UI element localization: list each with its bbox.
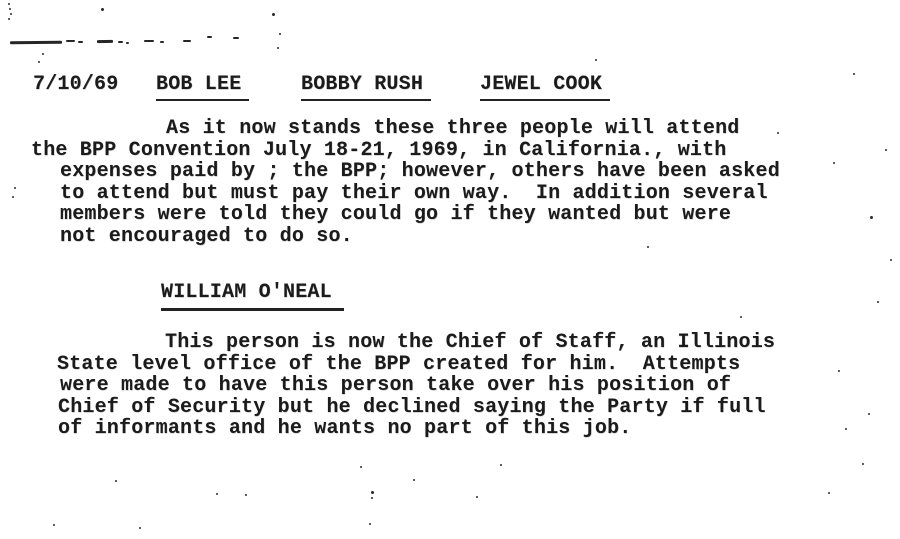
header-name-jewel-cook: JEWEL COOK <box>480 73 610 101</box>
paragraph2-line-2: State level office of the BPP created for him. Attempts <box>57 353 741 376</box>
paragraph2-line-5: of informants and he wants no part of this job. <box>58 417 632 440</box>
paragraph1-line-4: to attend but must pay their own way. In addition several <box>60 182 768 205</box>
paragraph1-line-1: As it now stands these three people will attend <box>166 117 740 140</box>
paragraph1-line-3: expenses paid by ; the BPP; however, others have been asked <box>60 160 780 183</box>
paragraph2-line-3: were made to have this person take over his position of <box>60 374 732 397</box>
paragraph2-line-4: Chief of Security but he declined saying the Party if full <box>58 396 766 419</box>
document-date: 7/10/69 <box>33 73 119 96</box>
paragraph1-line-6: not encouraged to do so. <box>60 225 353 248</box>
header-name-bobby-rush: BOBBY RUSH <box>301 73 431 101</box>
paragraph2-line-1: This person is now the Chief of Staff, an Illinois <box>165 331 776 354</box>
header-name-bob-lee: BOB LEE <box>156 73 249 101</box>
paragraph1-line-2: the BPP Convention July 18-21, 1969, in California., with <box>31 139 727 162</box>
section-heading-william-oneal: WILLIAM O'NEAL <box>161 281 344 311</box>
paragraph1-line-5: members were told they could go if they wanted but were <box>60 203 732 226</box>
